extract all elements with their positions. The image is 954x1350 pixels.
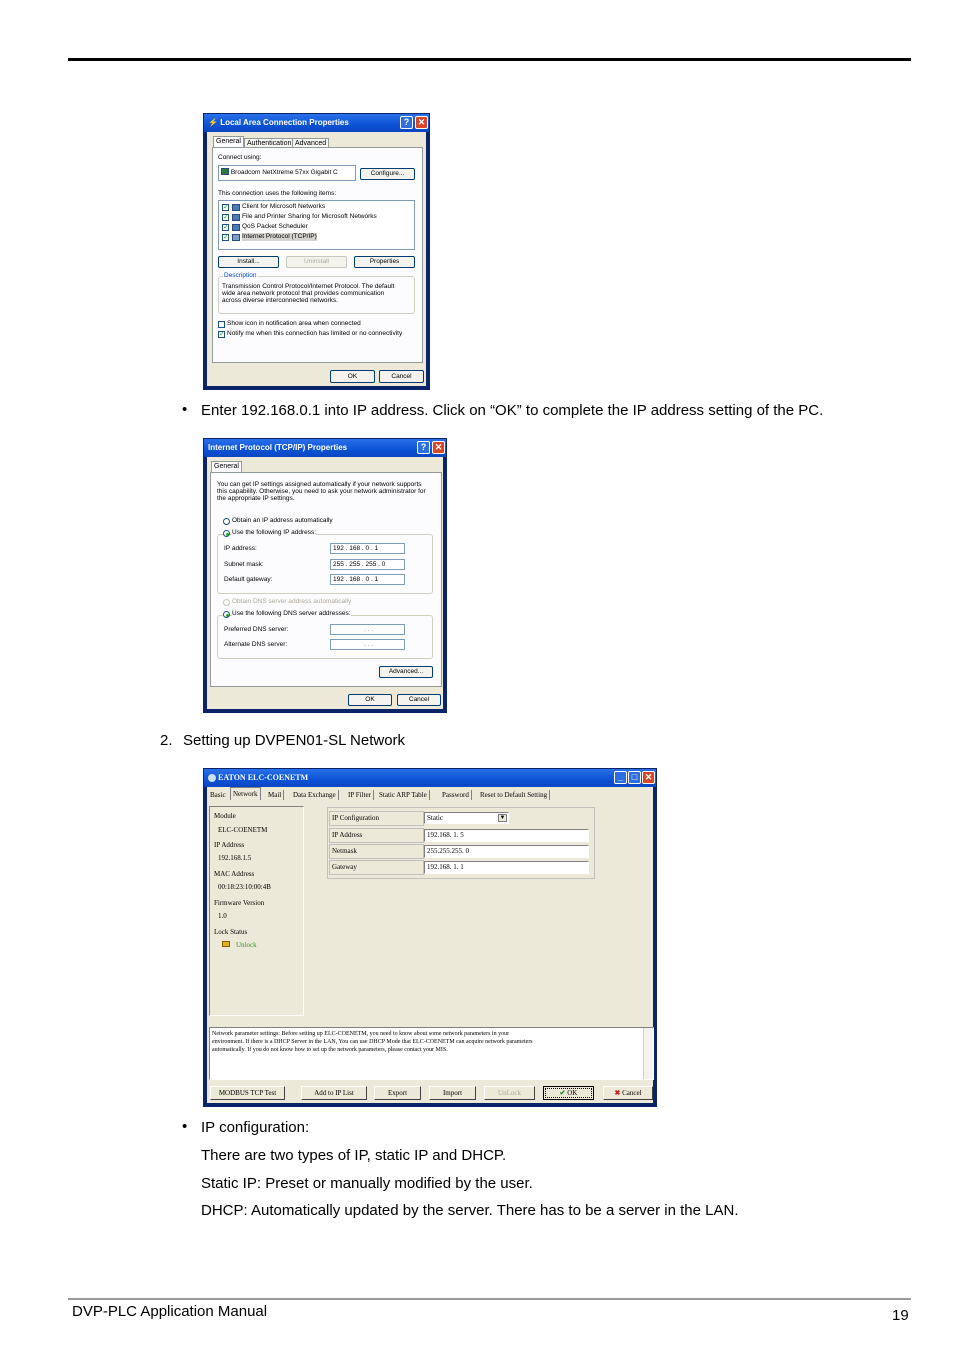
lock-value: Unlock bbox=[236, 941, 257, 949]
ip-address-field[interactable]: 192.168. 1. 5 bbox=[424, 829, 589, 842]
description-line-1: Transmission Control Protocol/Internet Protocol. The default bbox=[222, 283, 395, 290]
advanced-button[interactable]: Advanced... bbox=[379, 666, 433, 678]
tcpip-properties-dialog bbox=[203, 438, 447, 713]
tab-authentication[interactable]: Authentication bbox=[244, 138, 294, 147]
component-tcpip[interactable]: Internet Protocol (TCP/IP) bbox=[242, 233, 317, 240]
file-sharing-icon bbox=[232, 214, 240, 221]
tab-general[interactable]: General bbox=[213, 136, 244, 147]
message-scrollbar[interactable] bbox=[643, 1028, 653, 1079]
preferred-dns-label: Preferred DNS server: bbox=[224, 626, 289, 633]
general-panel bbox=[212, 147, 423, 363]
ip-config-select[interactable]: Static ▼ bbox=[424, 812, 509, 824]
tab-basic[interactable]: Basic bbox=[210, 791, 226, 799]
preferred-dns-field[interactable]: . . . bbox=[330, 624, 405, 635]
ip-label: IP Address bbox=[214, 841, 245, 849]
component-file-sharing[interactable]: File and Printer Sharing for Microsoft Networks bbox=[242, 213, 377, 220]
connect-using-label: Connect using: bbox=[218, 154, 262, 161]
subnet-mask-field[interactable]: 255 . 255 . 255 . 0 bbox=[330, 559, 405, 570]
alternate-dns-label: Alternate DNS server: bbox=[224, 641, 288, 648]
step-number: 2. bbox=[160, 732, 173, 749]
client-icon bbox=[232, 204, 240, 211]
properties-button[interactable]: Properties bbox=[354, 256, 415, 268]
firmware-label: Firmware Version bbox=[214, 899, 265, 907]
show-icon-label: Show icon in notification area when connected bbox=[227, 320, 361, 327]
component-client[interactable]: Client for Microsoft Networks bbox=[242, 203, 326, 210]
ip-address-field[interactable]: 192 . 168 . 0 . 1 bbox=[330, 543, 405, 554]
intro-line-2: this capability. Otherwise, you need to ask your network administrator for bbox=[217, 488, 426, 495]
unlock-button[interactable]: UnLock bbox=[484, 1086, 535, 1100]
maximize-button[interactable]: □ bbox=[628, 771, 641, 784]
ok-button[interactable]: OK bbox=[348, 694, 392, 706]
subnet-mask-label: Subnet mask: bbox=[224, 561, 264, 568]
bullet-dot: • bbox=[182, 1118, 188, 1135]
lock-label: Lock Status bbox=[214, 928, 248, 936]
description-line-3: across diverse interconnected networks. bbox=[222, 297, 338, 304]
cancel-button[interactable]: Cancel bbox=[397, 694, 441, 706]
components-label: This connection uses the following items: bbox=[218, 190, 337, 197]
description-label: Description bbox=[224, 272, 257, 279]
use-following-ip-radio[interactable] bbox=[223, 530, 230, 537]
checkbox-tcpip[interactable]: ✓ bbox=[223, 234, 229, 241]
ip-config-label: IP Configuration bbox=[329, 811, 424, 826]
intro-line-1: You can get IP settings assigned automatically if your network supports bbox=[217, 481, 422, 488]
import-button[interactable]: Import bbox=[429, 1086, 476, 1100]
module-info-panel bbox=[209, 806, 304, 1016]
gateway-label: Gateway bbox=[329, 860, 424, 875]
add-to-ip-list-button[interactable]: Add to IP List bbox=[301, 1086, 367, 1100]
tab-data-exchange[interactable]: Data Exchange bbox=[291, 790, 339, 800]
ok-button[interactable]: OK bbox=[330, 370, 375, 383]
use-dns-radio[interactable] bbox=[223, 611, 230, 618]
adapter-field: Broadcom NetXtreme 57xx Gigabit C bbox=[218, 165, 356, 181]
help-message-box[interactable] bbox=[209, 1027, 654, 1080]
tab-static-arp[interactable]: Static ARP Table bbox=[377, 790, 430, 800]
bullet-text-ip-entry: Enter 192.168.0.1 into IP address. Click on “OK” to complete the IP address setting of the PC. bbox=[201, 402, 824, 419]
ok-button[interactable]: ✔ OK bbox=[543, 1086, 594, 1100]
paragraph-ip-types: There are two types of IP, static IP and DHCP. bbox=[201, 1147, 507, 1164]
bullet-dot: • bbox=[182, 401, 188, 418]
step-title: Setting up DVPEN01-SL Network bbox=[183, 732, 406, 749]
netmask-label: Netmask bbox=[329, 844, 424, 859]
adapter-icon bbox=[221, 168, 229, 175]
close-button[interactable]: ✕ bbox=[432, 441, 445, 454]
network-icon: ⚡ bbox=[208, 118, 218, 127]
message-line-1: Network parameter settings: Before setting up ELC-COENETM, you need to know about some network parameters in your bbox=[212, 1031, 510, 1037]
tab-ip-filter[interactable]: IP Filter bbox=[346, 790, 374, 800]
module-label: Module bbox=[214, 812, 236, 820]
bullet-ip-config: IP configuration: bbox=[201, 1119, 310, 1136]
tcpip-dialog-title: Internet Protocol (TCP/IP) Properties bbox=[204, 439, 446, 457]
install-button[interactable]: Install... bbox=[218, 256, 279, 268]
cancel-button[interactable]: ✖ Cancel bbox=[603, 1086, 653, 1100]
page-number: 19 bbox=[892, 1307, 909, 1324]
obtain-ip-auto-label: Obtain an IP address automatically bbox=[232, 517, 333, 524]
notify-checkbox[interactable]: ✓ bbox=[219, 331, 225, 338]
notify-label: Notify me when this connection has limited or no connectivity bbox=[227, 330, 403, 337]
checkbox-client[interactable]: ✓ bbox=[223, 204, 229, 211]
app-icon bbox=[208, 774, 216, 782]
eaton-config-window bbox=[203, 768, 657, 1107]
description-line-2: wide area network protocol that provides communication bbox=[222, 290, 385, 297]
uninstall-button[interactable]: Uninstall bbox=[286, 256, 347, 268]
use-dns-label: Use the following DNS server addresses: bbox=[232, 610, 351, 617]
cross-icon: ✖ bbox=[614, 1089, 621, 1097]
close-button[interactable]: ✕ bbox=[642, 771, 655, 784]
modbus-test-button[interactable]: MODBUS TCP Test bbox=[210, 1086, 285, 1100]
lan-properties-dialog bbox=[203, 113, 430, 390]
alternate-dns-field[interactable]: . . . bbox=[330, 639, 405, 650]
mac-value: 00:18:23:10:00:4B bbox=[218, 883, 271, 891]
tab-network[interactable]: Network bbox=[230, 787, 261, 800]
tab-mail[interactable]: Mail bbox=[266, 790, 284, 800]
default-gateway-field[interactable]: 192 . 168 . 0 . 1 bbox=[330, 574, 405, 585]
tab-advanced[interactable]: Advanced bbox=[292, 138, 329, 147]
help-button[interactable]: ? bbox=[417, 441, 430, 454]
show-icon-checkbox[interactable] bbox=[218, 321, 225, 328]
firmware-value: 1.0 bbox=[218, 912, 227, 920]
header-rule bbox=[68, 58, 911, 61]
checkbox-file-sharing[interactable]: ✓ bbox=[223, 214, 229, 221]
footer-title: DVP-PLC Application Manual bbox=[72, 1303, 268, 1320]
help-button[interactable]: ? bbox=[400, 116, 413, 129]
checkmark-icon: ✔ bbox=[559, 1089, 566, 1097]
message-line-2: environment. If there is a DHCP Server in the LAN, You can use DHCP Mode that ELC-COENETM can acquire network parameters bbox=[212, 1039, 533, 1045]
close-button[interactable]: ✕ bbox=[415, 116, 428, 129]
components-list[interactable] bbox=[218, 200, 415, 250]
lock-icon bbox=[222, 941, 230, 947]
chevron-down-icon[interactable]: ▼ bbox=[499, 815, 506, 821]
obtain-dns-auto-label: Obtain DNS server address automatically bbox=[232, 598, 352, 605]
paragraph-dhcp: DHCP: Automatically updated by the server. There has to be a server in the LAN. bbox=[201, 1202, 739, 1219]
mac-label: MAC Address bbox=[214, 870, 255, 878]
gateway-field[interactable]: 192.168. 1. 1 bbox=[424, 861, 589, 874]
tcpip-icon bbox=[232, 234, 240, 241]
paragraph-static-ip: Static IP: Preset or manually modified by the user. bbox=[201, 1175, 533, 1192]
footer-rule bbox=[68, 1298, 911, 1300]
configure-button[interactable]: Configure... bbox=[360, 168, 415, 180]
lan-dialog-title: ⚡ Local Area Connection Properties bbox=[204, 114, 429, 132]
minimize-button[interactable]: _ bbox=[614, 771, 627, 784]
general-panel bbox=[210, 472, 442, 687]
tab-reset-default[interactable]: Reset to Default Setting bbox=[478, 790, 550, 800]
ip-address-label: IP address: bbox=[224, 545, 257, 552]
component-qos[interactable]: QoS Packet Scheduler bbox=[242, 223, 308, 230]
qos-icon bbox=[232, 224, 240, 231]
ip-value: 192.168.1.5 bbox=[218, 854, 252, 862]
default-gateway-label: Default gateway: bbox=[224, 576, 273, 583]
dns-group bbox=[217, 615, 433, 659]
netmask-field[interactable]: 255.255.255. 0 bbox=[424, 845, 589, 858]
eaton-window-title: EATON ELC-COENETM bbox=[204, 769, 656, 787]
obtain-dns-auto-radio[interactable] bbox=[223, 599, 230, 606]
export-button[interactable]: Export bbox=[374, 1086, 421, 1100]
cancel-button[interactable]: Cancel bbox=[379, 370, 424, 383]
module-value: ELC-COENETM bbox=[218, 826, 268, 834]
message-line-3: automatically. If you do not know how to set up the network parameters, please contact your MIS. bbox=[212, 1047, 448, 1053]
tab-general[interactable]: General bbox=[211, 461, 242, 472]
intro-line-3: the appropriate IP settings. bbox=[217, 495, 295, 502]
obtain-ip-auto-radio[interactable] bbox=[223, 518, 230, 525]
use-following-ip-label: Use the following IP address: bbox=[232, 529, 317, 536]
ip-address-label: IP Address bbox=[329, 828, 424, 843]
tab-password[interactable]: Password bbox=[440, 790, 472, 800]
checkbox-qos[interactable]: ✓ bbox=[223, 224, 229, 231]
